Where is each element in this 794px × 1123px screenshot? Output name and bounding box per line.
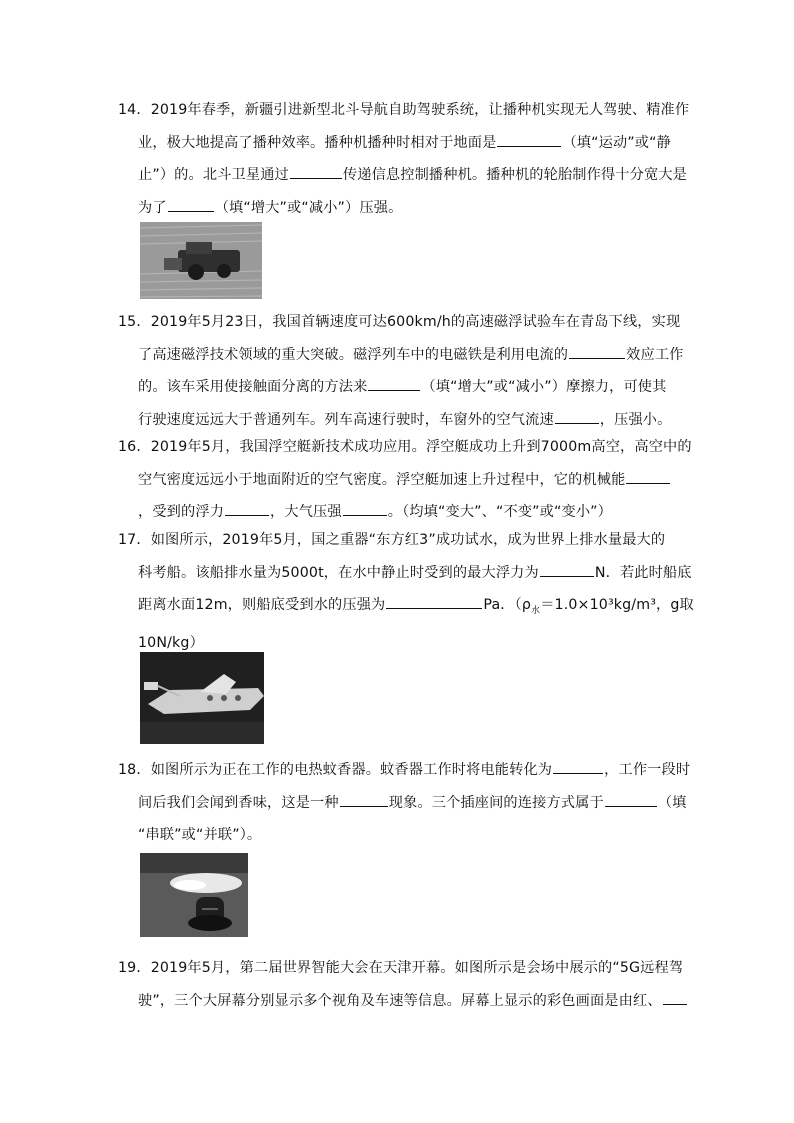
q16-line-1: 16．2019年5月，我国浮空艇新技术成功应用。浮空艇成功上升到7000m高空，高空中的 [118, 439, 692, 455]
q15-line-4: 行驶速度远远大于普通列车。列车高速行驶时，车窗外的空气流速 ，压强小。 [138, 411, 672, 428]
answer-blank[interactable] [168, 198, 214, 212]
q14-line-4: 为了 （填“增大”或“减小”）压强。 [138, 199, 403, 216]
q17-line-1: 17．如图所示，2019年5月，国之重器“东方红3”成功试水，成为世界上排水量最大的 [118, 532, 666, 548]
q16-line-3: ，受到的浮力 ，大气压强 。（均填“变大”、“不变”或“变小”） [138, 504, 613, 520]
answer-blank[interactable] [663, 991, 687, 1005]
answer-blank[interactable] [340, 793, 388, 807]
research-ship-photo [140, 652, 264, 744]
q15-line-2: 了高速磁浮技术领域的重大突破。磁浮列车中的电磁铁是利用电流的 效应工作 [138, 346, 684, 363]
q14-line-1: 14．2019年春季，新疆引进新型北斗导航自助驾驶系统，让播种机实现无人驾驶、精准作 [118, 102, 690, 118]
answer-blank[interactable] [569, 345, 625, 359]
answer-blank[interactable] [626, 470, 670, 484]
q15-line-3: 的。该车采用使接触面分离的方法来 （填“增大”或“减小”）摩擦力，可使其 [138, 379, 667, 395]
answer-blank[interactable] [553, 760, 603, 774]
seeder-machine-photo [140, 222, 262, 299]
q18-line-2: 间后我们会闻到香味，这是一种 现象。三个插座间的连接方式属于 （填 [138, 794, 687, 811]
question-18 [118, 754, 691, 852]
question-14 [118, 94, 690, 224]
question-19 [118, 952, 684, 1017]
answer-blank[interactable] [225, 502, 269, 516]
answer-blank[interactable] [368, 377, 420, 391]
question-15 [118, 306, 684, 436]
answer-blank[interactable] [386, 595, 482, 609]
answer-blank[interactable] [605, 793, 657, 807]
answer-blank[interactable] [555, 410, 599, 424]
q14-line-2: 业，极大地提高了播种效率。播种机播种时相对于地面是 （填“运动”或“静 [138, 134, 671, 151]
q14-line-3: 止”）的。北斗卫星通过 传递信息控制播种机。播种机的轮胎制作得十分宽大是 [138, 167, 687, 183]
answer-blank[interactable] [540, 563, 594, 577]
answer-blank[interactable] [290, 165, 342, 179]
q15-line-1: 15．2019年5月23日，我国首辆速度可达600km/h的高速磁浮试验车在青岛下线，实现 [118, 314, 681, 330]
answer-blank[interactable] [497, 133, 561, 147]
mosquito-repeller-photo [140, 853, 248, 937]
q16-line-2: 空气密度远远小于地面附近的空气密度。浮空艇加速上升过程中，它的机械能 [118, 464, 678, 497]
question-16 [118, 431, 692, 529]
q19-line-1: 19．2019年5月，第二届世界智能大会在天津开幕。如图所示是会场中展示的“5G远程驾 [118, 960, 684, 976]
q18-line-3: “串联”或“并联”）。 [138, 827, 262, 843]
q17-line-3: 距离水面12m，则船底受到水的压强为 Pa．（$\rho_水=1.0\times 10^3kg/m^3$，g取 [138, 597, 694, 616]
q17-line-4: 10N/kg） [138, 635, 204, 652]
answer-blank[interactable] [343, 502, 387, 516]
q18-line-1: 18．如图所示为正在工作的电热蚊香器。蚊香器工作时将电能转化为 ，工作一段时 [118, 762, 691, 778]
q19-line-2: 驶”，三个大屏幕分别显示多个视角及车速等信息。屏幕上显示的彩色画面是由红、 [118, 985, 678, 1018]
q17-line-2: 科考船。该船排水量为5000t，在水中静止时受到的最大浮力为 N．若此时船底 [138, 564, 692, 581]
question-17 [118, 524, 694, 660]
